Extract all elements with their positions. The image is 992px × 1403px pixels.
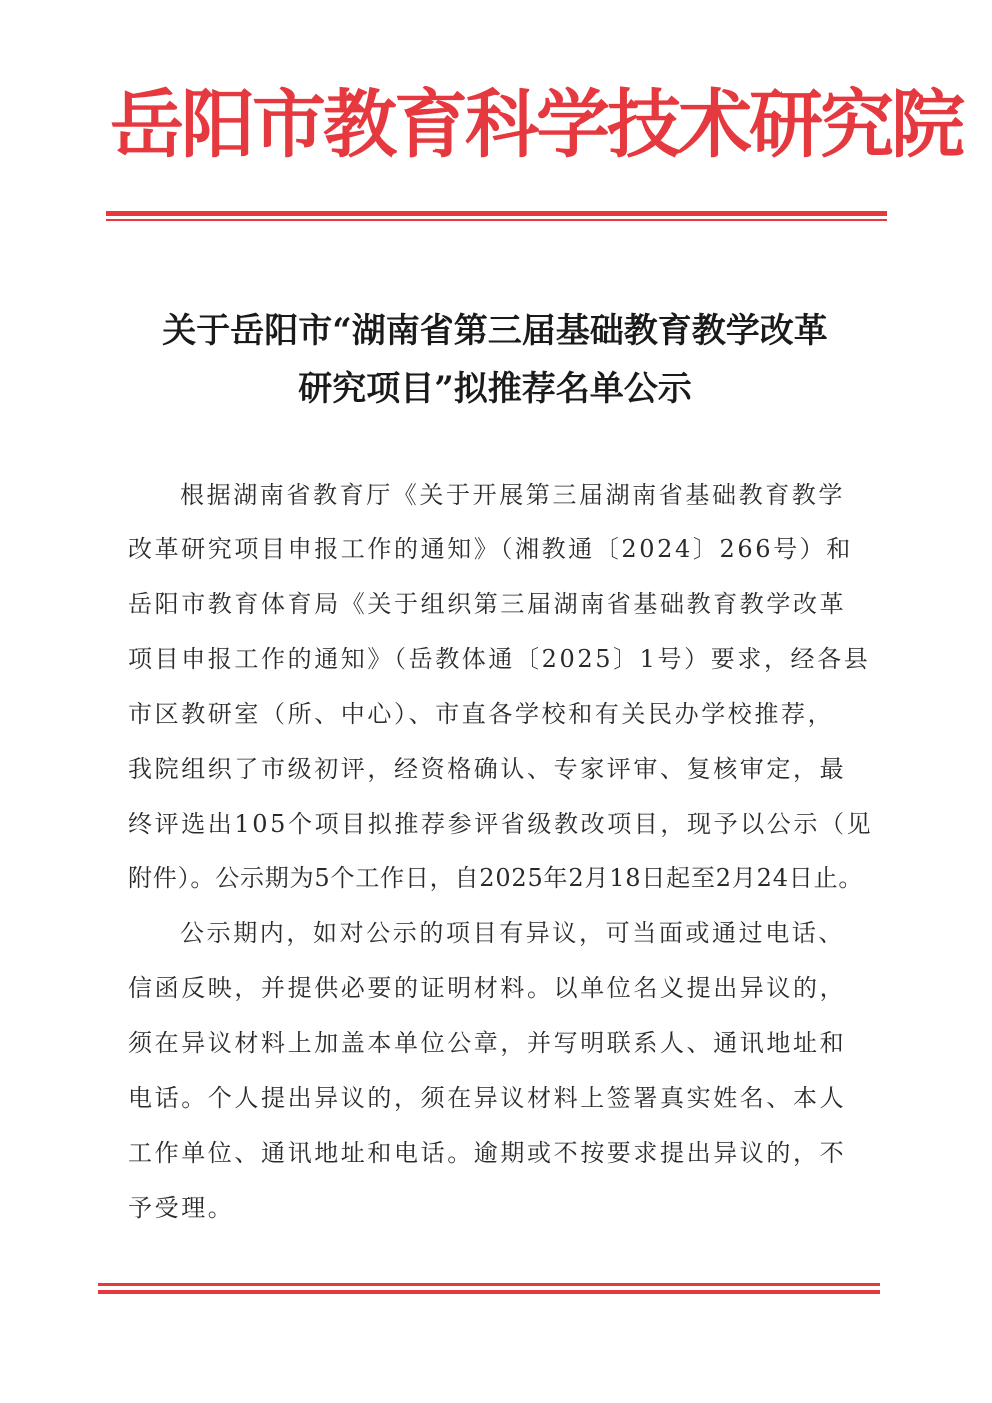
paragraph-1-line: 我院组织了市级初评，经资格确认、专家评审、复核审定，最 xyxy=(128,755,847,783)
paragraph-1-line: 终评选出105个项目拟推荐参评省级教改项目，现予以公示（见 xyxy=(128,810,874,838)
paragraph-1-line: 改革研究项目申报工作的通知》（湘教通〔2024〕266号）和 xyxy=(128,535,853,563)
paragraph-1-line: 根据湖南省教育厅《关于开展第三届湖南省基础教育教学 xyxy=(180,481,845,509)
paragraph-2-line: 信函反映，并提供必要的证明材料。以单位名义提出异议的， xyxy=(128,974,847,1002)
letterhead-rule-top xyxy=(106,211,887,216)
paragraph-1-line: 项目申报工作的通知》（岳教体通〔2025〕1号）要求，经各县 xyxy=(128,645,871,673)
letterhead-rule-bottom xyxy=(106,219,887,221)
letterhead-title: 岳阳市教育科学技术研究院 xyxy=(110,82,962,168)
paragraph-1-line: 市区教研室（所、中心）、市直各学校和有关民办学校推荐， xyxy=(128,700,835,728)
paragraph-2-line: 公示期内，如对公示的项目有异议，可当面或通过电话、 xyxy=(180,919,845,947)
footer-rule-top xyxy=(98,1283,880,1286)
paragraph-2-line: 须在异议材料上加盖本单位公章，并写明联系人、通讯地址和 xyxy=(128,1029,847,1057)
paragraph-1-line: 附件）。公示期为5个工作日，自2025年2月18日起至2月24日止。 xyxy=(128,864,864,892)
paragraph-2-line: 电话。个人提出异议的，须在异议材料上签署真实姓名、本人 xyxy=(128,1084,847,1112)
paragraph-1-line: 岳阳市教育体育局《关于组织第三届湖南省基础教育教学改革 xyxy=(128,590,847,618)
document-title-line-1: 关于岳阳市“湖南省第三届基础教育教学改革 xyxy=(162,311,828,351)
paragraph-2-line: 予受理。 xyxy=(128,1194,235,1222)
document-title-line-2: 研究项目”拟推荐名单公示 xyxy=(298,369,692,409)
footer-rule-bottom xyxy=(98,1290,880,1294)
paragraph-2-line: 工作单位、通讯地址和电话。逾期或不按要求提出异议的，不 xyxy=(128,1139,847,1167)
